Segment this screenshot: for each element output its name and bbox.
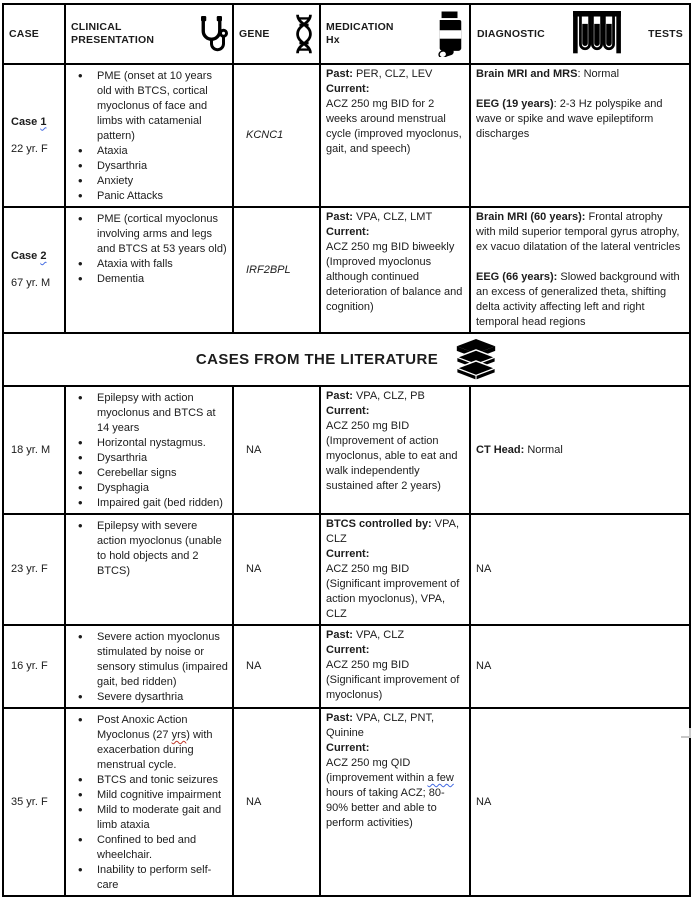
header-medication-label: MEDICATION Hx xyxy=(326,21,394,46)
text-segment: VPA, CLZ xyxy=(352,629,405,641)
text-line xyxy=(476,270,685,330)
text-segment: 16 yr. F xyxy=(11,660,48,672)
dna-icon xyxy=(293,12,315,56)
gene-cell xyxy=(233,708,320,896)
literature-banner-section xyxy=(3,333,690,386)
gene-cell xyxy=(233,207,320,333)
header-gene xyxy=(233,4,320,64)
bullet-item xyxy=(78,257,228,272)
text-line xyxy=(326,741,465,756)
literature-banner-title: CASES FROM THE LITERATURE xyxy=(195,351,439,368)
text-segment: Dysarthria xyxy=(97,452,148,464)
text-segment: NA xyxy=(246,563,262,575)
text-segment: Confined to bed and wheelchair. xyxy=(97,834,197,861)
text-segment: NA xyxy=(476,660,492,672)
bullet-item xyxy=(78,212,228,257)
header-case-label: CASE xyxy=(9,27,39,40)
gene-cell xyxy=(233,625,320,708)
case-age-sex: 22 yr. F xyxy=(11,142,48,155)
text-segment: NA xyxy=(246,660,262,672)
header-medication xyxy=(320,4,470,64)
case-summary-table xyxy=(2,3,691,897)
stethoscope-icon xyxy=(195,13,228,55)
clinical-cell xyxy=(65,708,233,896)
text-segment: Case xyxy=(11,250,41,262)
text-line xyxy=(326,82,465,97)
text-segment: Slowed background with an excess of generalized theta, shifting delta activity affecting left and right temporal head regions xyxy=(476,271,680,328)
text-segment: Anxiety xyxy=(97,175,134,187)
text-line xyxy=(326,562,465,622)
header-row xyxy=(3,4,690,64)
bullet-item xyxy=(78,773,228,788)
text-segment: Past: xyxy=(326,712,353,724)
text-line xyxy=(326,711,465,741)
text-segment: PER, CLZ, LEV xyxy=(352,68,433,80)
text-segment: VPA, CLZ xyxy=(326,518,460,545)
case-age-sex: 67 yr. M xyxy=(11,277,51,289)
text-line xyxy=(326,404,465,419)
diagnostic-cell xyxy=(470,207,690,333)
text-segment: Panic Attacks xyxy=(97,190,164,202)
spellcheck-flagged-text: 1 xyxy=(40,115,47,128)
bullet-item xyxy=(78,69,228,144)
header-diagnostic-label: DIAGNOSTIC xyxy=(477,27,545,40)
spellcheck-flagged-text: yrs xyxy=(171,729,187,741)
gene-cell xyxy=(233,514,320,625)
clinical-cell xyxy=(65,625,233,708)
bullet-item xyxy=(78,391,228,436)
text-line xyxy=(326,97,465,157)
spellcheck-flagged-text: 2 xyxy=(40,250,47,262)
text-line xyxy=(476,659,685,674)
test-tubes-icon xyxy=(571,11,623,57)
case-cell xyxy=(3,64,65,207)
text-segment: Current: xyxy=(326,742,370,754)
header-tests-label: TESTS xyxy=(648,27,683,40)
text-segment: Current: xyxy=(326,226,370,238)
text-segment: Severe dysarthria xyxy=(97,691,184,703)
text-line xyxy=(326,225,465,240)
text-segment: ACZ 250 mg BID (Significant improvement of action myoclonus), VPA, CLZ xyxy=(326,563,460,620)
text-segment: Impaired gait (bed ridden) xyxy=(97,497,223,509)
text-line xyxy=(476,67,685,82)
diagnostic-cell xyxy=(470,64,690,207)
text-segment: Severe action myoclonus stimulated by noise or sensory stimulus (impaired gait, bed ridden) xyxy=(97,631,228,688)
table-resize-handle[interactable] xyxy=(681,728,691,738)
case-label xyxy=(11,115,60,130)
text-segment: PME (onset at 10 years old with BTCS, cortical myoclonus of face and limbs with catamenial pattern) xyxy=(97,70,212,142)
text-segment: VPA, CLZ, PB xyxy=(352,390,425,402)
case-label xyxy=(11,562,60,577)
text-segment: Dysphagia xyxy=(97,482,149,494)
text-segment: ) with exacerbation during menstrual cycle. xyxy=(97,729,213,771)
gene-cell xyxy=(233,386,320,514)
medication-cell xyxy=(320,708,470,896)
bullet-item xyxy=(78,690,228,705)
text-segment: ACZ 250 mg BID for 2 weeks around menstrual cycle (improved myoclonus, gait, and speech) xyxy=(326,98,462,155)
text-segment: Inability to perform self-care xyxy=(97,864,212,891)
text-segment: : 2-3 Hz polyspike and wave or spike and wave epileptiform discharges xyxy=(476,98,663,140)
table-header xyxy=(3,4,690,64)
text-segment: Frontal atrophy with mild superior temporal gyrus atrophy, ex vacuo dilatation of the lateral ventricles xyxy=(476,211,681,253)
text-line xyxy=(326,389,465,404)
text-segment: : Normal xyxy=(577,68,620,80)
pill-bottle-icon xyxy=(435,11,465,57)
banner-cell xyxy=(3,333,690,386)
text-segment: ACZ 250 mg BID biweekly (Improved myoclonus although continued deterioration of balance and cognition) xyxy=(326,241,463,313)
bullet-item xyxy=(78,713,228,773)
text-segment: Past: xyxy=(326,211,353,223)
bullet-item xyxy=(78,189,228,204)
text-segment: Current: xyxy=(326,644,370,656)
text-segment: 23 yr. F xyxy=(11,563,48,575)
header-clinical-label: CLINICAL PRESENTATION xyxy=(71,21,155,46)
text-segment: Mild to moderate gait and limb ataxia xyxy=(97,804,222,831)
text-segment: NA xyxy=(476,795,492,808)
bullet-item xyxy=(78,788,228,803)
text-segment: EEG (19 years) xyxy=(476,98,554,110)
text-segment: Past: xyxy=(326,629,353,641)
banner-row xyxy=(3,333,690,386)
text-segment: Horizontal nystagmus. xyxy=(97,437,206,449)
bullet-item xyxy=(78,803,228,833)
case-cell xyxy=(3,708,65,896)
text-segment: 18 yr. M xyxy=(11,443,51,456)
text-segment: Cerebellar signs xyxy=(97,467,177,479)
text-segment: Past: xyxy=(326,68,353,80)
text-line xyxy=(476,82,685,97)
text-segment: Ataxia with falls xyxy=(97,258,173,270)
bullet-item xyxy=(78,630,228,690)
diagnostic-cell xyxy=(470,625,690,708)
text-segment: ACZ 250 mg QID (improvement within xyxy=(326,757,428,784)
text-segment: ACZ 250 mg BID (Improvement of action myoclonus, able to eat and walk independently sustained after 2 years) xyxy=(326,420,458,492)
text-segment: BTCS and tonic seizures xyxy=(97,774,219,786)
text-segment: ACZ 250 mg BID (Significant improvement of myoclonus) xyxy=(326,659,460,701)
text-segment: BTCS controlled by: xyxy=(326,518,432,530)
text-segment: EEG (66 years): xyxy=(476,271,558,283)
case-label xyxy=(11,249,60,264)
bullet-item xyxy=(78,496,228,511)
text-segment: PME (cortical myoclonus involving arms and legs and BTCS at 53 years old) xyxy=(97,213,227,255)
case-cell xyxy=(3,386,65,514)
header-case xyxy=(3,4,65,64)
text-segment: Brain MRI and MRS xyxy=(476,68,578,80)
text-segment: Dementia xyxy=(97,273,145,285)
text-segment: Current: xyxy=(326,405,370,417)
text-segment: NA xyxy=(476,563,492,575)
gene-cell xyxy=(233,64,320,207)
bullet-item xyxy=(78,144,228,159)
text-segment: NA xyxy=(246,795,262,808)
case-label xyxy=(11,443,60,458)
text-segment: KCNC1 xyxy=(246,129,284,141)
medication-cell xyxy=(320,386,470,514)
text-segment: Past: xyxy=(326,390,353,402)
text-segment: Post Anoxic Action Myoclonus (27 xyxy=(97,714,188,741)
diagnostic-cell xyxy=(470,514,690,625)
text-line xyxy=(476,795,685,810)
bullet-item xyxy=(78,159,228,174)
clinical-cell xyxy=(65,514,233,625)
text-segment: hours of taking ACZ; 80-90% better and able to perform activities) xyxy=(326,787,445,829)
header-gene-label: GENE xyxy=(239,27,270,40)
cases-section xyxy=(3,64,690,333)
text-line xyxy=(326,658,465,703)
bullet-item xyxy=(78,863,228,893)
text-segment: IRF2BPL xyxy=(246,263,291,276)
medication-cell xyxy=(320,64,470,207)
case-cell xyxy=(3,625,65,708)
text-segment: Ataxia xyxy=(97,145,128,157)
text-line xyxy=(476,443,685,458)
text-line xyxy=(476,562,685,577)
text-segment: Dysarthria xyxy=(97,160,148,172)
text-line xyxy=(326,643,465,658)
clinical-bullet-list xyxy=(71,212,228,287)
text-segment: Current: xyxy=(326,83,370,95)
text-segment: CT Head: xyxy=(476,443,525,456)
text-line xyxy=(476,97,685,142)
clinical-bullet-list xyxy=(71,391,228,511)
table-row xyxy=(3,207,690,333)
bullet-item xyxy=(78,174,228,189)
table-row xyxy=(3,64,690,207)
bullet-item xyxy=(78,519,228,579)
clinical-bullet-list xyxy=(71,519,228,579)
text-line xyxy=(326,419,465,494)
text-segment: Mild cognitive impairment xyxy=(97,789,222,801)
medication-cell xyxy=(320,514,470,625)
table-row xyxy=(3,708,690,896)
case-label xyxy=(11,795,60,810)
text-segment: VPA, CLZ, PNT, Quinine xyxy=(326,712,434,739)
table-row xyxy=(3,514,690,625)
text-segment: NA xyxy=(246,443,262,456)
clinical-bullet-list xyxy=(71,713,228,893)
text-line xyxy=(326,628,465,643)
text-segment: Epilepsy with severe action myoclonus (unable to hold objects and 2 BTCS) xyxy=(97,520,222,577)
clinical-bullet-list xyxy=(71,630,228,705)
bullet-item xyxy=(78,481,228,496)
header-clinical xyxy=(65,4,233,64)
case-label xyxy=(11,659,60,674)
books-icon xyxy=(454,339,498,381)
clinical-cell xyxy=(65,207,233,333)
clinical-cell xyxy=(65,64,233,207)
text-line xyxy=(476,210,685,255)
diagnostic-cell xyxy=(470,386,690,514)
bullet-item xyxy=(78,272,228,287)
header-diagnostic xyxy=(470,4,690,64)
text-line xyxy=(476,255,685,270)
text-line xyxy=(326,67,465,82)
bullet-item xyxy=(78,436,228,451)
text-line xyxy=(326,210,465,225)
bullet-item xyxy=(78,451,228,466)
text-segment: Current: xyxy=(326,548,370,560)
text-line xyxy=(326,756,465,831)
text-segment: 35 yr. F xyxy=(11,795,48,808)
table-row xyxy=(3,625,690,708)
medication-cell xyxy=(320,625,470,708)
clinical-bullet-list xyxy=(71,69,228,204)
text-segment: Epilepsy with action myoclonus and BTCS at 14 years xyxy=(97,392,216,434)
spellcheck-flagged-text: a few xyxy=(427,772,454,784)
text-segment: VPA, CLZ, LMT xyxy=(352,211,433,223)
bullet-item xyxy=(78,466,228,481)
text-segment: Normal xyxy=(524,443,563,456)
text-segment: Brain MRI (60 years): xyxy=(476,211,586,223)
case-cell xyxy=(3,514,65,625)
bullet-item xyxy=(78,833,228,863)
clinical-cell xyxy=(65,386,233,514)
text-line xyxy=(326,240,465,315)
medication-cell xyxy=(320,207,470,333)
case-cell xyxy=(3,207,65,333)
literature-section xyxy=(3,386,690,896)
text-segment: Case xyxy=(11,115,41,128)
text-line xyxy=(326,547,465,562)
text-line xyxy=(326,517,465,547)
table-row xyxy=(3,386,690,514)
diagnostic-cell xyxy=(470,708,690,896)
